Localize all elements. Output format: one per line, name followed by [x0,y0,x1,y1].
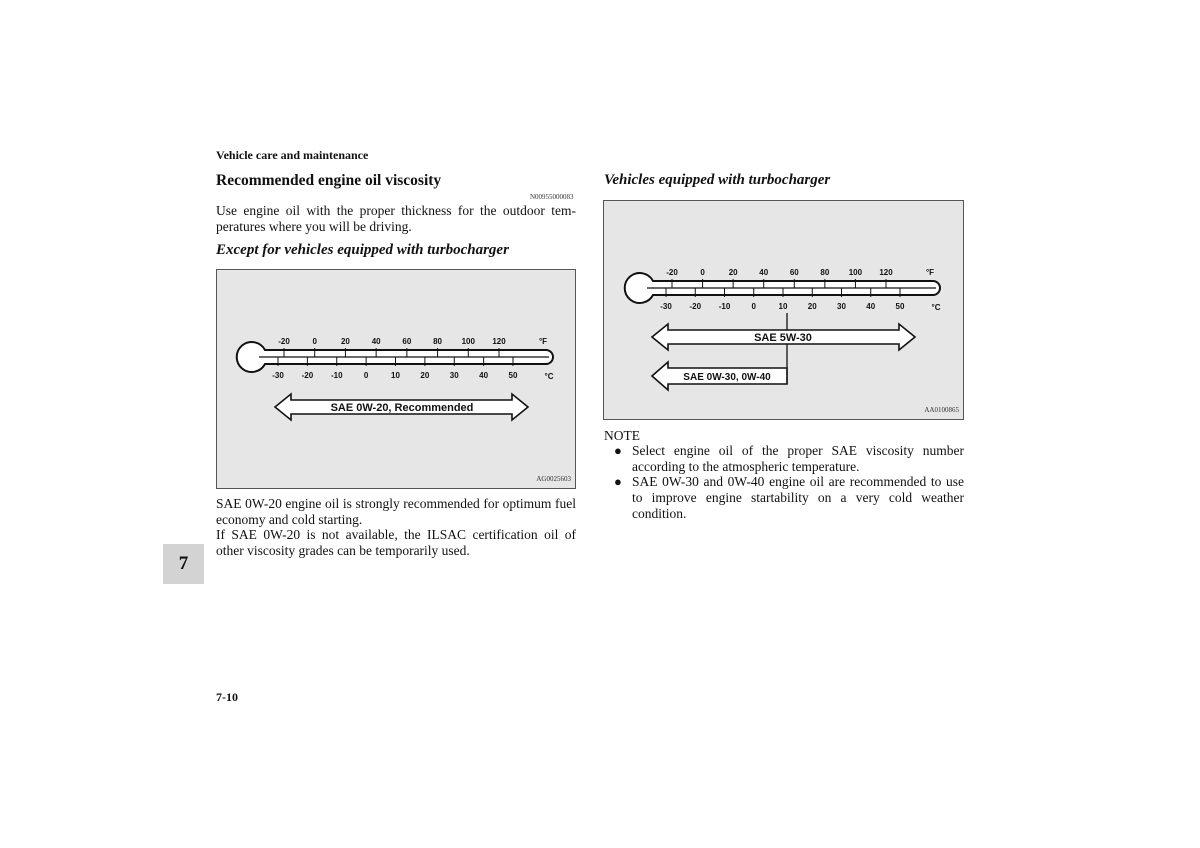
note-bullet-text: Select engine oil of the proper SAE viscosity number according to the atmospheric temperature. [632,443,964,474]
celsius-tick-label: 40 [866,302,876,311]
page-number: 7-10 [216,690,238,704]
celsius-tick-label: -20 [301,371,314,380]
fahrenheit-tick-label: 0 [700,268,705,277]
bullet-icon: ● [614,443,622,458]
celsius-tick-label: 20 [807,302,817,311]
fahrenheit-tick-label: 60 [402,337,412,346]
celsius-tick-label: 30 [449,371,459,380]
thermometer-diagram-turbo [604,201,965,421]
page-title: Recommended engine oil viscosity [216,172,442,189]
celsius-tick-label: -10 [718,302,731,311]
celsius-unit-label: °C [931,303,941,312]
bullet-icon: ● [614,474,622,489]
paragraph-alternative: If SAE 0W-20 is not available, the ILSAC certification oil of other viscosity grades can be temporarily used. [216,527,576,558]
fahrenheit-tick-label: 80 [820,268,830,277]
arrow-label: SAE 0W-20, Recommended [330,402,474,414]
fahrenheit-tick-label: 80 [433,337,443,346]
celsius-tick-label: 50 [508,371,518,380]
celsius-tick-label: 10 [778,302,788,311]
fahrenheit-tick-label: 120 [492,337,506,346]
fahrenheit-tick-label: 60 [789,268,799,277]
fahrenheit-tick-label: 120 [879,268,893,277]
note-bullet-text: SAE 0W-30 and 0W-40 engine oil are recommended to use to improve engine startability on a very cold weather condition. [632,474,964,521]
celsius-tick-label: 20 [420,371,430,380]
fahrenheit-tick-label: -20 [666,268,678,277]
subheading-non-turbo: Except for vehicles equipped with turbocharger [216,242,509,258]
celsius-tick-label: 40 [479,371,489,380]
section-header: Vehicle care and maintenance [216,148,369,162]
celsius-tick-label: -20 [689,302,702,311]
fahrenheit-tick-label: 40 [371,337,381,346]
fahrenheit-tick-label: 40 [759,268,769,277]
celsius-tick-label: 30 [837,302,846,311]
celsius-tick-label: -10 [330,371,343,380]
figure-code: AG0025603 [536,475,571,483]
thermometer-diagram-non-turbo [217,270,577,490]
fahrenheit-tick-label: 100 [848,268,863,277]
celsius-tick-label: 0 [751,302,756,311]
fahrenheit-tick-label: 20 [728,268,738,277]
fahrenheit-tick-label: 100 [461,337,475,346]
intro-paragraph: Use engine oil with the proper thickness for the outdoor tem-peratures where you will be driving. [216,203,576,234]
figure-code: AA0100865 [924,406,959,414]
subheading-turbo: Vehicles equipped with turbocharger [604,172,831,188]
note-bullet [614,443,964,475]
fahrenheit-tick-label: 20 [340,337,350,346]
celsius-tick-label: 10 [391,371,400,380]
note-label: NOTE [604,428,640,443]
reference-code: N00955000083 [530,193,574,201]
celsius-unit-label: °C [544,372,554,381]
note-bullet [614,474,964,522]
viscosity-figure-non-turbo [216,269,576,489]
arrow-label: SAE 5W-30 [754,332,812,344]
chapter-tab: 7 [163,544,204,584]
celsius-tick-label: 50 [895,302,905,311]
celsius-tick-label: -30 [272,371,284,380]
fahrenheit-tick-label: -20 [278,337,290,346]
celsius-tick-label: -30 [660,302,672,311]
celsius-tick-label: 0 [363,371,369,380]
fahrenheit-tick-label: 0 [312,337,317,346]
viscosity-figure-turbo [603,200,964,420]
fahrenheit-unit-label: °F [925,268,935,277]
paragraph-recommended: SAE 0W-20 engine oil is strongly recommended for optimum fuel economy and cold starting. [216,496,576,527]
fahrenheit-unit-label: °F [538,337,548,346]
arrow-label: SAE 0W-30, 0W-40 [683,372,771,383]
